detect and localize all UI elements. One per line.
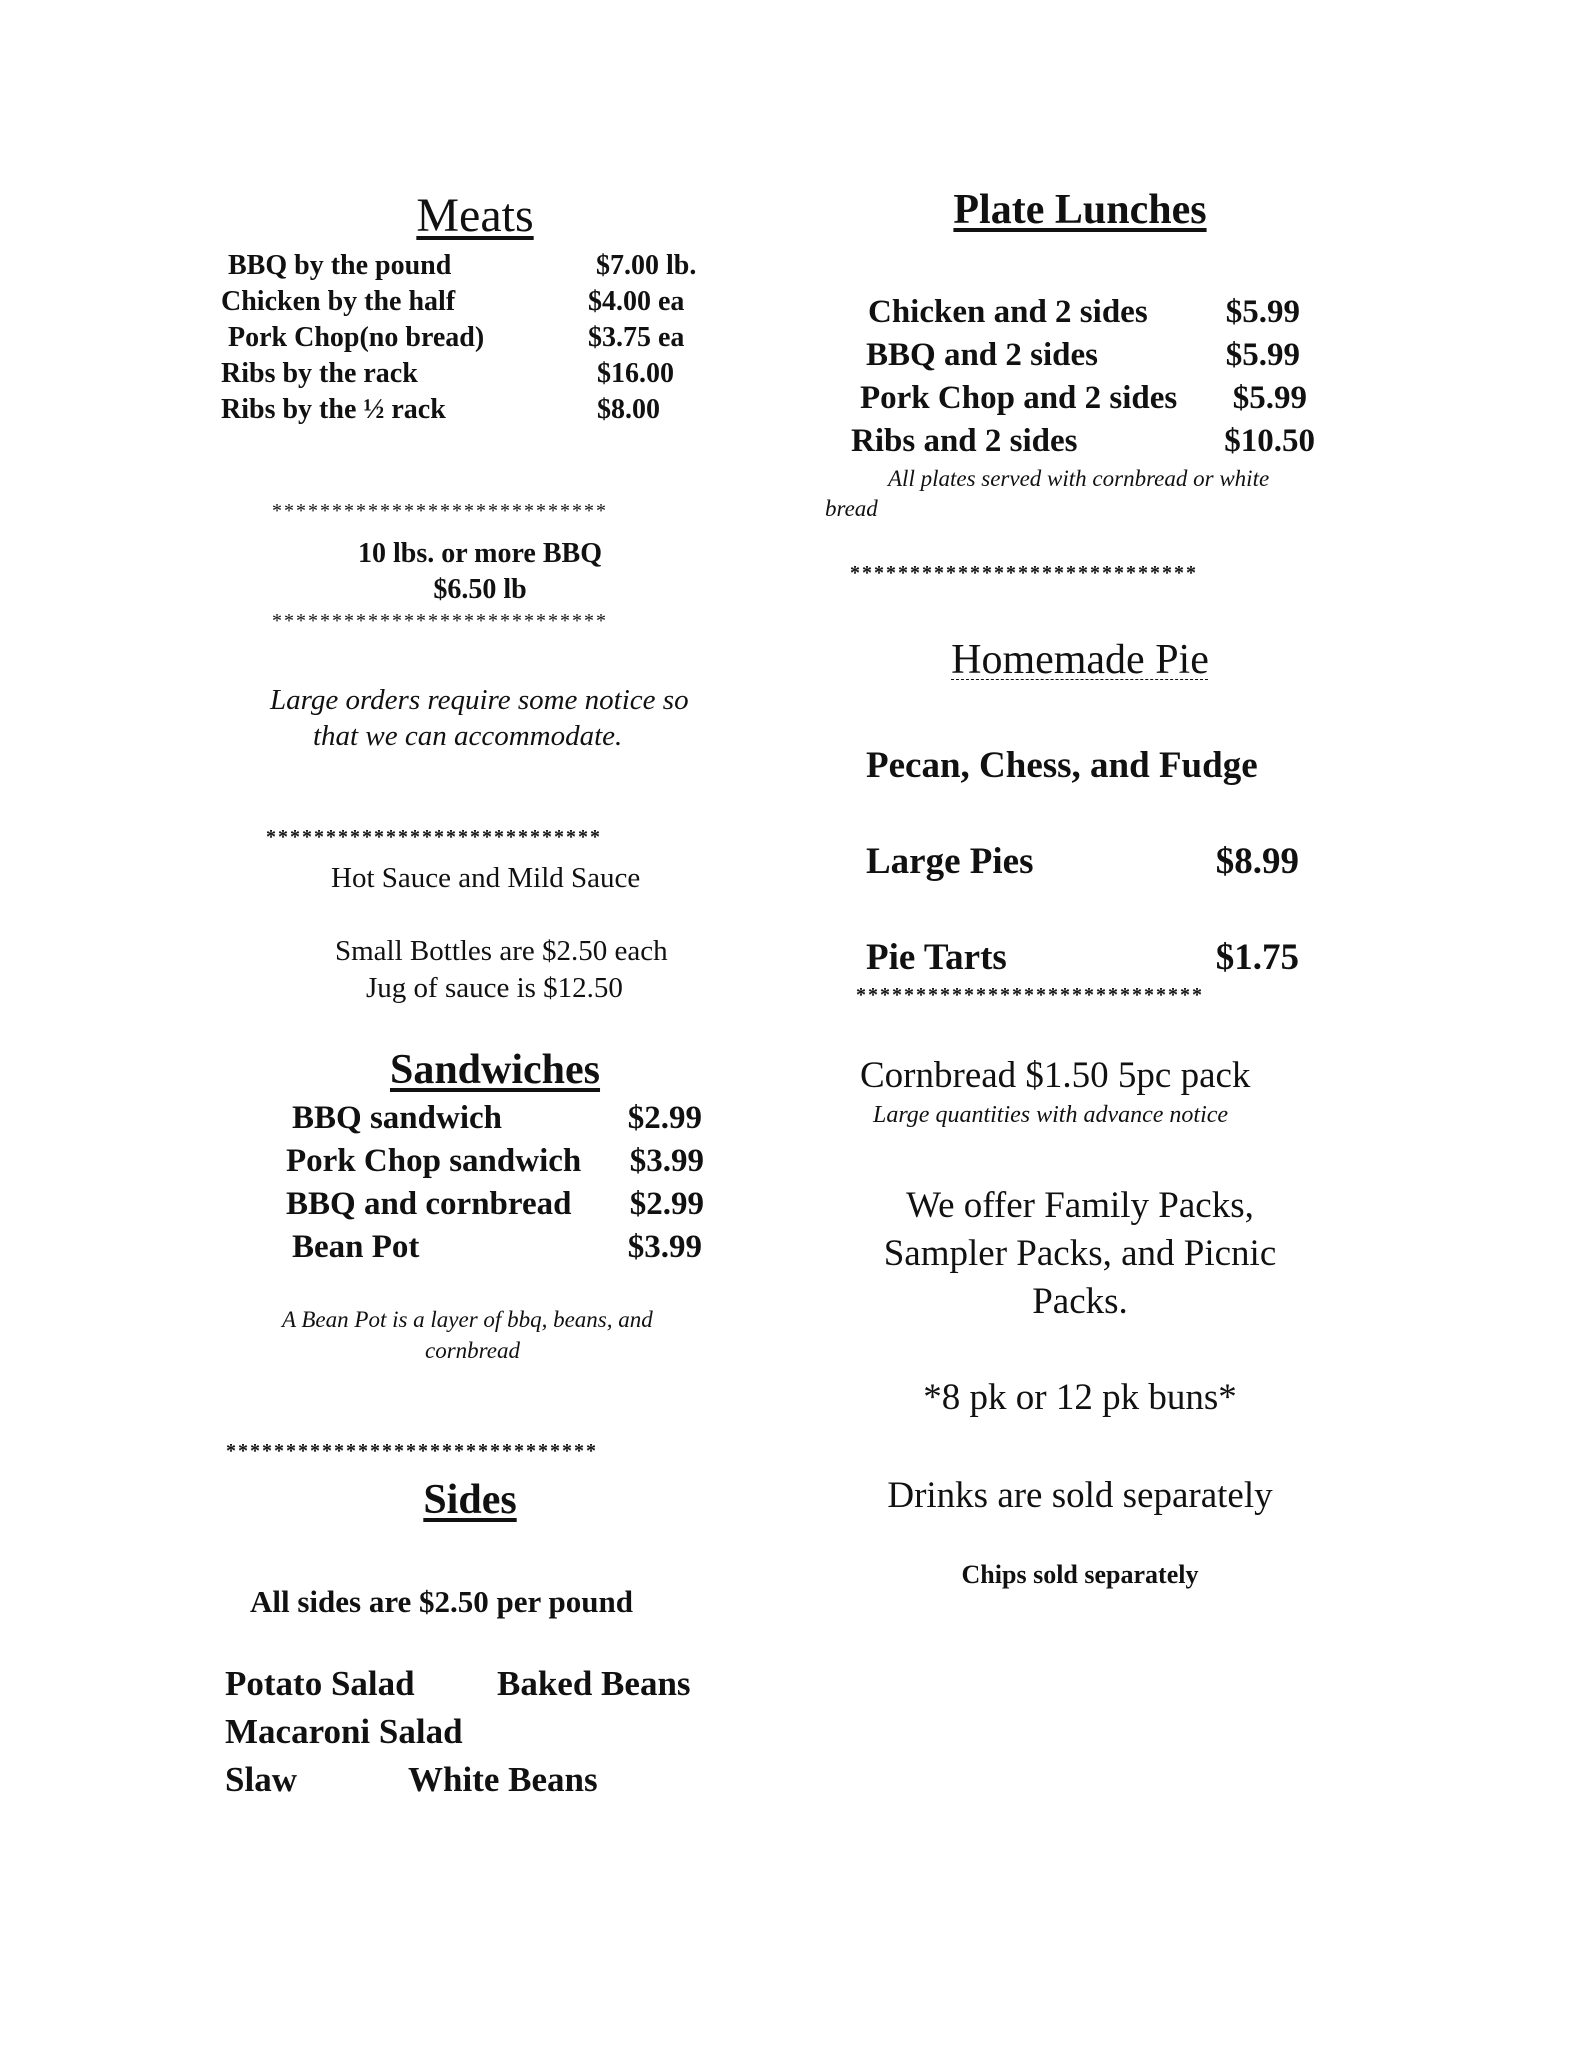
large-orders-note-2: that we can accommodate. (313, 720, 623, 752)
side-item: White Beans (408, 1760, 598, 1799)
menu-item (851, 423, 1315, 460)
item-name: Pork Chop and 2 sides (860, 380, 1178, 416)
cornbread-price: Cornbread $1.50 5pc pack (860, 1055, 1251, 1096)
pie-flavors: Pecan, Chess, and Fudge (866, 745, 1258, 786)
item-name: Pork Chop(no bread) (228, 322, 485, 353)
item-name: BBQ and 2 sides (866, 337, 1098, 373)
item-price: $4.00 ea (588, 286, 685, 317)
plates-bread-note: All plates served with cornbread or white (888, 466, 1270, 491)
item-name: Pie Tarts (866, 937, 1007, 978)
item-name: Ribs by the rack (221, 358, 418, 389)
buns-note: *8 pk or 12 pk buns* (923, 1377, 1237, 1418)
menu-item (868, 294, 1300, 331)
item-price: $7.00 lb. (596, 250, 697, 281)
sauce-heading: Hot Sauce and Mild Sauce (331, 862, 641, 894)
item-name: Large Pies (866, 841, 1034, 882)
item-price: $3.99 (629, 1143, 704, 1179)
item-price: $2.99 (627, 1100, 702, 1136)
menu-item (228, 322, 716, 354)
item-name: BBQ and cornbread (286, 1186, 572, 1222)
menu-item (292, 1229, 702, 1266)
item-name: Pork Chop sandwich (286, 1143, 582, 1179)
menu-item (221, 394, 707, 426)
item-name: Ribs by the ½ rack (221, 394, 446, 425)
item-price: $10.50 (1224, 423, 1315, 459)
packs-line: Sampler Packs, and Picnic (883, 1233, 1277, 1274)
star-divider: ***************************** (850, 562, 1198, 584)
large-orders-note: Large orders require some notice so (270, 684, 689, 716)
jug-price: Jug of sauce is $12.50 (366, 972, 623, 1004)
side-item: Potato Salad (225, 1664, 415, 1703)
drinks-note: Drinks are sold separately (887, 1475, 1273, 1516)
cornbread-note: Large quantities with advance notice (873, 1102, 1229, 1128)
item-name: Chicken by the half (221, 286, 456, 317)
menu-item (860, 380, 1307, 417)
sandwiches-heading: Sandwiches (389, 1047, 601, 1093)
menu-item (286, 1143, 704, 1180)
sides-heading: Sides (423, 1477, 517, 1523)
bulk-bbq-price: $6.50 lb (433, 574, 527, 605)
item-price: $8.99 (1215, 841, 1299, 882)
star-divider: ******************************* (226, 1440, 598, 1462)
star-divider: **************************** (266, 826, 602, 848)
item-price: $3.99 (627, 1229, 702, 1265)
item-price: $5.99 (1225, 337, 1300, 373)
item-name: Ribs and 2 sides (851, 423, 1078, 459)
bean-pot-note: A Bean Pot is a layer of bbq, beans, and (282, 1307, 653, 1332)
star-divider: ***************************** (856, 984, 1204, 1006)
menu-item (228, 250, 720, 282)
bulk-bbq-line: 10 lbs. or more BBQ (358, 538, 602, 569)
menu-item (866, 936, 1299, 979)
menu-item (866, 840, 1299, 883)
sides-price-note: All sides are $2.50 per pound (250, 1584, 633, 1619)
side-item: Macaroni Salad (225, 1712, 463, 1751)
menu-item (292, 1100, 702, 1137)
item-price: $16.00 (597, 358, 674, 389)
homemade-pie-heading: Homemade Pie (951, 637, 1209, 683)
item-name: Chicken and 2 sides (868, 294, 1148, 330)
side-item: Baked Beans (497, 1664, 691, 1703)
item-name: Bean Pot (292, 1229, 420, 1265)
item-price: $1.75 (1215, 937, 1299, 978)
menu-item (866, 337, 1300, 374)
menu-item (221, 358, 712, 390)
item-price: $8.00 (597, 394, 660, 425)
star-divider: **************************** (272, 500, 608, 522)
packs-line: Packs. (1032, 1281, 1128, 1322)
item-price: $5.99 (1232, 380, 1307, 416)
plate-lunches-heading: Plate Lunches (953, 187, 1207, 233)
menu-item (221, 286, 716, 318)
star-divider: **************************** (272, 610, 608, 632)
menu-item (286, 1186, 704, 1223)
packs-line: We offer Family Packs, (906, 1185, 1254, 1226)
item-name: BBQ sandwich (292, 1100, 502, 1136)
small-bottle-price: Small Bottles are $2.50 each (335, 935, 668, 967)
item-price: $2.99 (629, 1186, 704, 1222)
bean-pot-note-2: cornbread (425, 1338, 520, 1363)
meats-heading: Meats (416, 189, 534, 242)
item-name: BBQ by the pound (228, 250, 452, 281)
item-price: $5.99 (1225, 294, 1300, 330)
chips-note: Chips sold separately (961, 1560, 1199, 1589)
side-item: Slaw (225, 1760, 297, 1799)
plates-bread-note-2: bread (825, 496, 878, 521)
item-price: $3.75 ea (588, 322, 685, 353)
